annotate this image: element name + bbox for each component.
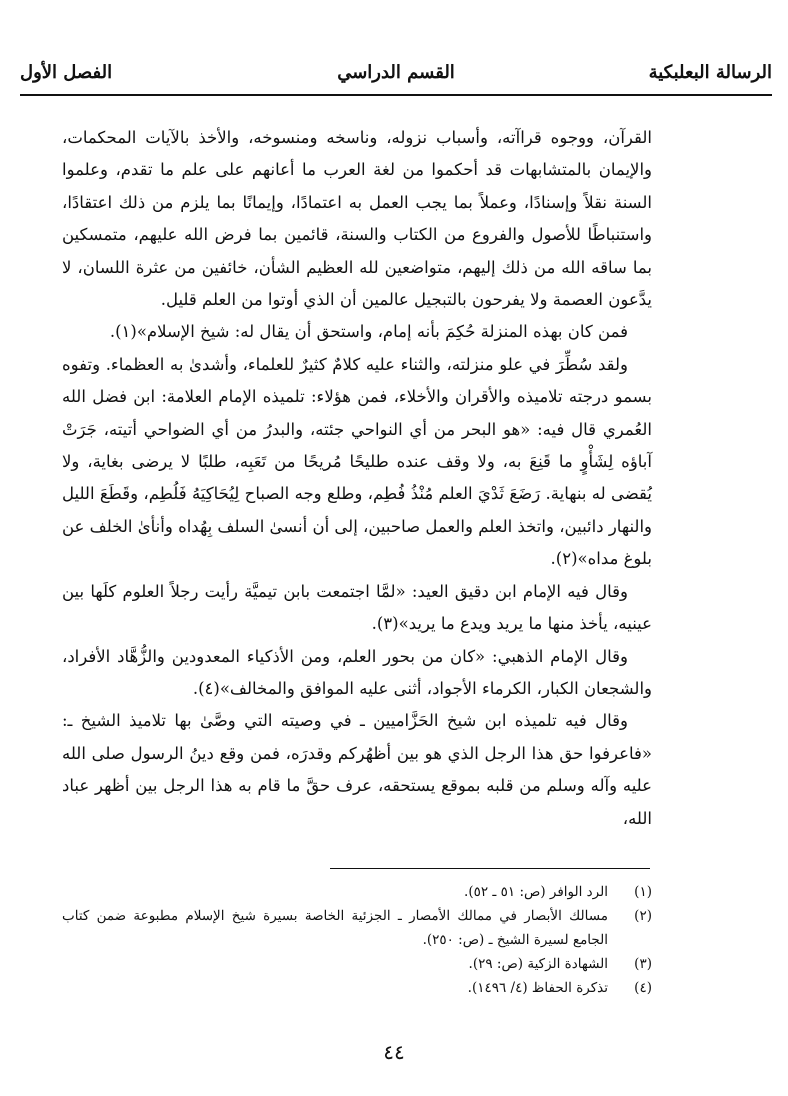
footnote-4	[62, 976, 652, 1000]
paragraph-1: القرآن، ووجوه قراآته، وأسباب نزوله، وناسخه ومنسوخه، والأخذ بالآيات المحكمات، والإيمان بالمتشابهات قد أحكموا من لغة العرب ما أعانهم على علم ما تقدم، وعلموا السنة نقلاً وإسنادًا، وعملاً بما يجب العمل به اعتمادًا، وإيمانًا بما يلزم من ذلك اعتقادًا، واستنباطًا للأصول والفروع من الكتاب والسنة، قائمين بما فرض الله عليهم، متمسكين بما ساقه الله من ذلك إليهم، متواضعين لله العظيم الشأن، خائفين من عثرة اللسان، لا يدَّعون العصمة ولا يفرحون بالتبجيل عالمين أن الذي أوتوا من العلم قليل.	[62, 128, 652, 310]
paragraph-2: فمن كان بهذه المنزلة حُكِمَ بأنه إمام، واستحق أن يقال له: شيخ الإسلام»(١).	[109, 322, 628, 342]
footnote-text: مسالك الأبصار في ممالك الأمصار ـ الجزئية الخاصة بسيرة شيخ الإسلام مطبوعة ضمن كتاب الجامع لسيرة الشيخ ـ (ص: ٢٥٠).	[62, 908, 608, 948]
footnote-text: تذكرة الحفاظ (٤/ ١٤٩٦).	[467, 980, 608, 996]
footnote-number: (٤)	[634, 980, 652, 996]
footnote-number: (١)	[634, 884, 652, 900]
header-chapter-title: الفصل الأول	[20, 62, 113, 83]
header-section-title: القسم الدراسي	[337, 62, 455, 83]
footnote-2	[62, 904, 652, 952]
footnote-text: الرد الوافر (ص: ٥١ ـ ٥٢).	[464, 884, 608, 900]
running-header	[20, 62, 772, 90]
footnote-1	[62, 880, 652, 904]
footnotes	[62, 880, 652, 1000]
footnote-3	[62, 952, 652, 976]
header-book-title: الرسالة البعلبكية	[648, 62, 772, 83]
footnote-number: (٢)	[634, 908, 652, 924]
main-text	[62, 122, 652, 835]
page-number: ٤٤	[383, 1040, 405, 1064]
footnote-number: (٣)	[634, 956, 652, 972]
paragraph-4: وقال فيه الإمام ابن دقيق العيد: «لمَّا اجتمعت بابن تيميَّة رأيت رجلاً العلوم كلَها بين عينيه، يأخذ منها ما يريد ويدع ما يريد»(٣).	[62, 581, 652, 634]
footnote-text: الشهادة الزكية (ص: ٢٩).	[468, 956, 608, 972]
footnote-divider	[330, 868, 650, 869]
paragraph-3: ولقد سُطِّرَ في علو منزلته، والثناء عليه كلامٌ كثيرٌ للعلماء، وأشدىٰ به العظماء. وتفوه بسمو درجته تلاميذه والأقران والأخلاء، فمن هؤلاء: تلميذه الإمام العلامة: ابن فضل الله العُمري قال فيه: «هو البحر من أي النواحي جئته، والبدرُ من أي الضواحي أتيته، جَرَتْ آباؤه لِشَأْوٍ ما قَنِعَ به، ولا وقف عنده طليحًا مُريحًا من تَعَبِه، طلبًا لا يرضى بغاية، ولا يُقضى له بنهاية. رَضَعَ ثَدْيَ العلم مُنْذُ فُطِم، وطلع وجه الصباح لِيُحَاكِيَهُ فَلُطِم، وقَطَعَ الليل والنهار دائبين، واتخذ العلم والعمل صاحبين، إلى أن أنسىٰ السلف بِهُداه وأنأىٰ الخلف عن بلوغ مداه»(٢).	[62, 354, 652, 569]
header-divider	[20, 94, 772, 96]
paragraph-6: وقال فيه تلميذه ابن شيخ الحَزَّاميين ـ في وصيته التي وصَّىٰ بها تلاميذ الشيخ ـ: «فاعرفوا حق هذا الرجل الذي هو بين أظهُركم وقدرَه، فمن وقع دينُ الرسول صلى الله عليه وآله وسلم من قلبه بموقع يستحقه، عرف حقَّ ما قام به هذا الرجل بين أظهر عباد الله،	[62, 711, 652, 828]
paragraph-5: وقال الإمام الذهبي: «كان من بحور العلم، ومن الأذكياء المعدودين والزُّهَّاد الأفراد، والشجعان الكبار، الكرماء الأجواد، أثنى عليه الموافق والمخالف»(٤).	[62, 646, 652, 698]
